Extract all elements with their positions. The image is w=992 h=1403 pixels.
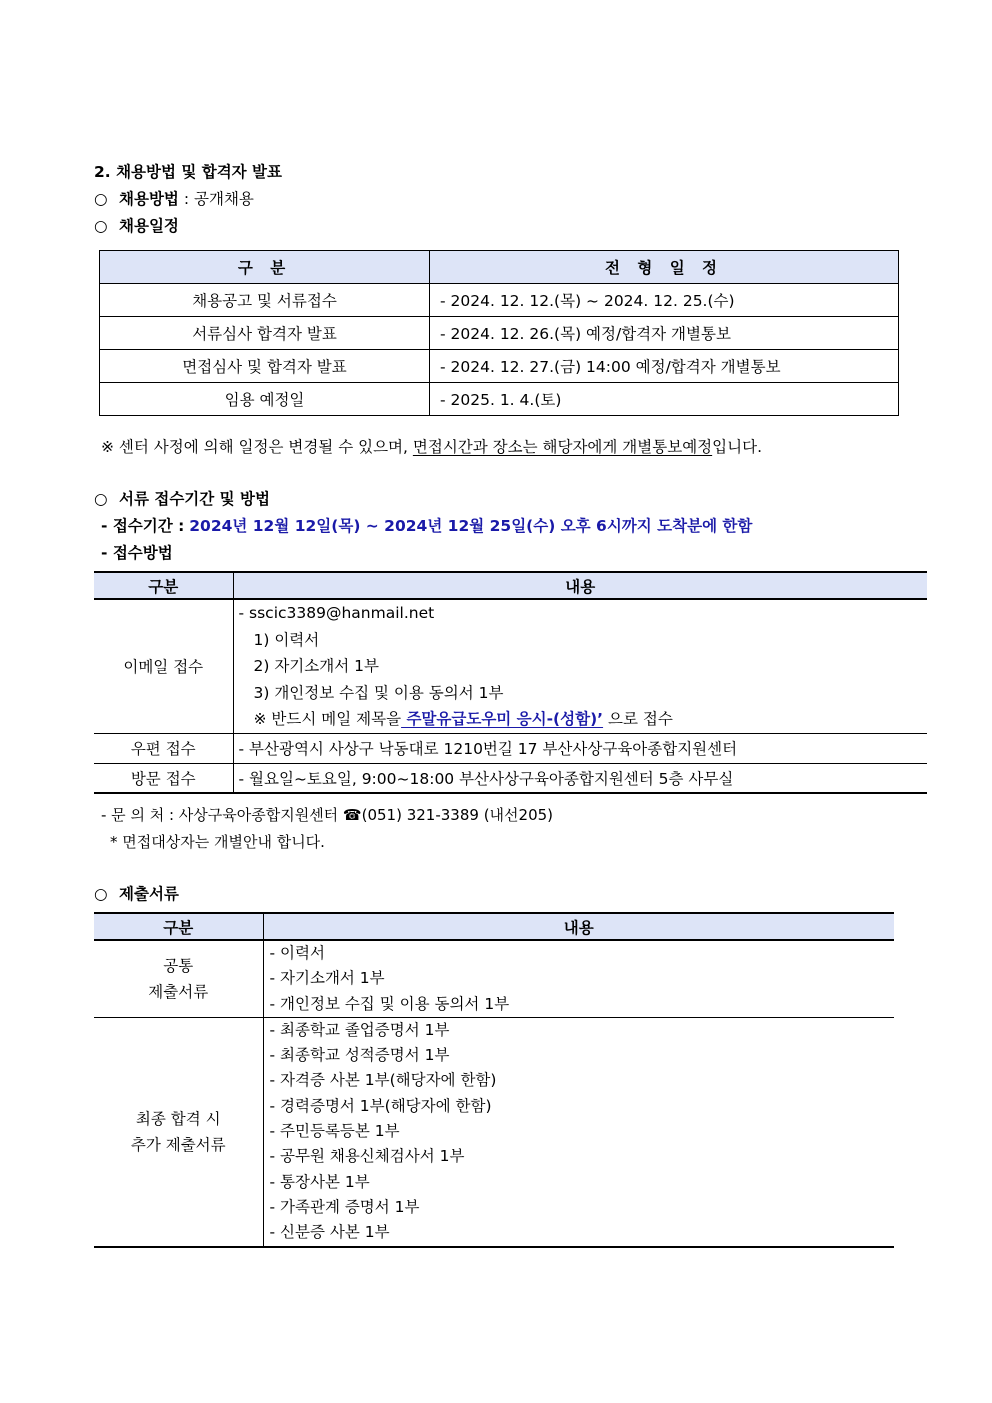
email-content: [233, 599, 927, 733]
list-item: - 공무원 채용신체검사서 1부: [269, 1147, 465, 1166]
list-item: 1) 이력서: [253, 630, 320, 649]
table-header-row: [94, 913, 894, 940]
schedule-label: 채용일정: [119, 217, 179, 235]
bullet-circle: ○: [94, 490, 108, 508]
list-item: - 최종학교 성적증명서 1부: [269, 1046, 450, 1065]
note-suffix: 입니다.: [712, 438, 763, 456]
final-label-line: 최종 합격 시: [135, 1109, 221, 1128]
contact-info: - 문 의 처 : 사상구육아종합지원센터 ☎(051) 321-3389 (내선205): [101, 806, 554, 824]
common-label-line: 제출서류: [148, 982, 209, 1001]
table-row: [94, 733, 927, 763]
table-header: 전 형 일 정: [430, 251, 899, 284]
method-label: 채용방법: [119, 190, 179, 208]
period-value: 2024년 12월 12일(목) ~ 2024년 12월 25일(수) 오후 6시까지 도착분에 한함: [189, 517, 753, 535]
list-item: - 최종학교 졸업증명서 1부: [269, 1020, 450, 1039]
schedule-heading: [94, 216, 179, 236]
method-value: 공개채용: [194, 190, 254, 208]
schedule-date: - 2024. 12. 12.(목) ~ 2024. 12. 25.(수): [430, 284, 899, 317]
application-method-label: - 접수방법: [101, 544, 173, 562]
email-subject: 주말유급도우미 응시-(성함)’: [401, 710, 604, 728]
visit-label: 방문 접수: [94, 763, 233, 793]
method-separator: :: [183, 190, 190, 208]
schedule-item: 면접심사 및 합격자 발표: [100, 350, 430, 383]
post-value: - 부산광역시 사상구 낙동대로 1210번길 17 부산사상구육아종합지원센터: [233, 733, 927, 763]
list-item: - 경력증명서 1부(해당자에 한함): [269, 1096, 492, 1115]
table-header: 내용: [233, 572, 927, 599]
application-method-table: [94, 571, 927, 794]
final-items: [263, 1017, 894, 1246]
table-row: [94, 940, 894, 1017]
note-prefix: ※ 반드시 메일 제목을: [253, 710, 402, 728]
bullet-circle: ○: [94, 217, 108, 235]
table-header: 구 분: [100, 251, 430, 284]
email-address: - sscic3389@hanmail.net: [238, 604, 435, 622]
list-item: 2) 자기소개서 1부: [253, 657, 379, 675]
table-row: [94, 599, 927, 733]
schedule-item: 채용공고 및 서류접수: [100, 284, 430, 317]
schedule-item: 임용 예정일: [100, 383, 430, 416]
bullet-circle: ○: [94, 190, 108, 208]
note-prefix: ※ 센터 사정에 의해 일정은 변경될 수 있으며,: [101, 438, 413, 456]
email-label: 이메일 접수: [94, 599, 233, 733]
application-period: [101, 516, 752, 536]
interview-note: * 면접대상자는 개별안내 합니다.: [110, 833, 325, 851]
final-label: [94, 1017, 263, 1246]
application-heading: [94, 489, 270, 509]
table-row: [100, 284, 899, 317]
table-row: [100, 383, 899, 416]
list-item: - 통장사본 1부: [269, 1172, 370, 1191]
schedule-date: - 2024. 12. 26.(목) 예정/합격자 개별통보: [430, 317, 899, 350]
schedule-note: [101, 437, 762, 457]
table-row: [100, 317, 899, 350]
period-label: - 접수기간 :: [101, 517, 185, 535]
email-subject-note: [239, 706, 928, 733]
post-label: 우편 접수: [94, 733, 233, 763]
common-label: [94, 940, 263, 1017]
list-item: - 자격증 사본 1부(해당자에 한함): [269, 1071, 497, 1090]
table-row: [100, 350, 899, 383]
list-item: - 가족관계 증명서 1부: [269, 1197, 420, 1216]
documents-title: 제출서류: [119, 885, 179, 903]
documents-heading: [94, 884, 179, 904]
bullet-circle: ○: [94, 885, 108, 903]
note-underlined: 면접시간과 장소는 해당자에게 개별통보예정: [412, 438, 713, 456]
common-label-line: 공통: [163, 956, 194, 975]
table-header-row: [94, 572, 927, 599]
note-suffix: 으로 접수: [603, 710, 673, 728]
schedule-item: 서류심사 합격자 발표: [100, 317, 430, 350]
list-item: - 자기소개서 1부: [269, 969, 385, 988]
list-item: - 이력서: [269, 944, 325, 962]
list-item: - 개인정보 수집 및 이용 동의서 1부: [269, 994, 510, 1013]
list-item: - 주민등록등본 1부: [269, 1122, 400, 1141]
table-header-row: [100, 251, 899, 284]
list-item: 3) 개인정보 수집 및 이용 동의서 1부: [253, 683, 504, 702]
table-header: 내용: [263, 913, 894, 940]
table-header: 구분: [94, 913, 263, 940]
recruitment-method: [94, 189, 254, 209]
table-row: [94, 763, 927, 793]
table-row: [94, 1017, 894, 1246]
visit-value: - 월요일~토요일, 9:00~18:00 부산사상구육아종합지원센터 5층 사무실: [233, 763, 927, 793]
schedule-date: - 2025. 1. 4.(토): [430, 383, 899, 416]
common-items: [263, 940, 894, 1017]
table-header: 구분: [94, 572, 233, 599]
application-title: 서류 접수기간 및 방법: [119, 490, 270, 508]
schedule-date: - 2024. 12. 27.(금) 14:00 예정/합격자 개별통보: [430, 350, 899, 383]
documents-table: [94, 912, 894, 1248]
schedule-table: [99, 250, 899, 416]
list-item: - 신분증 사본 1부: [269, 1223, 390, 1242]
final-label-line: 추가 제출서류: [130, 1135, 226, 1154]
section-title: 2. 채용방법 및 합격자 발표: [94, 163, 282, 181]
